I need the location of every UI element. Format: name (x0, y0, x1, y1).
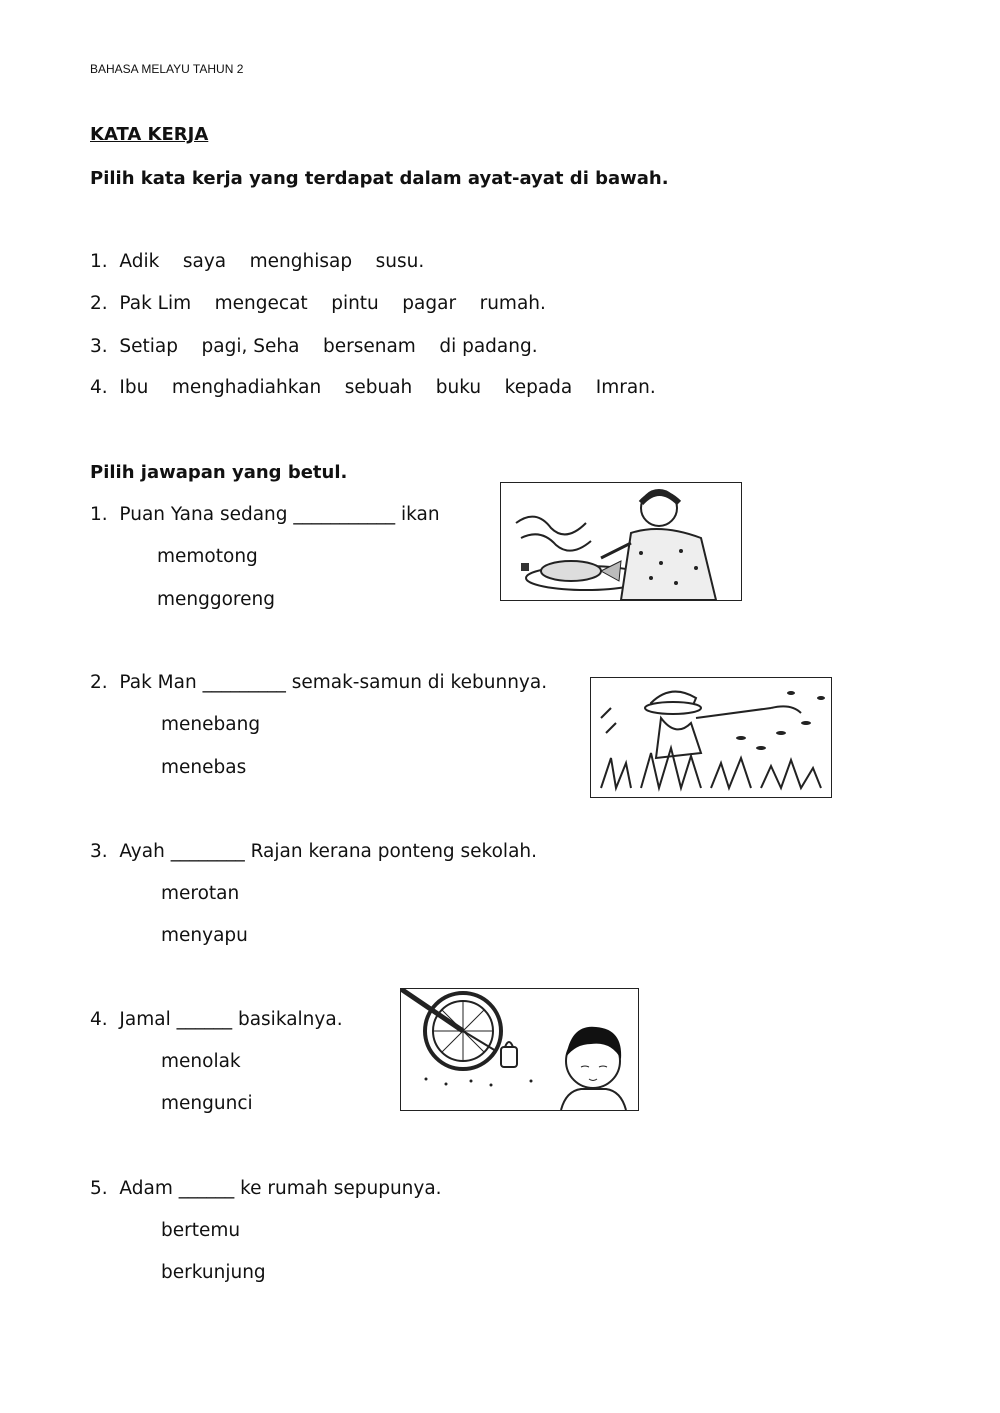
sentence-4: 4. Ibu menghadiahkan sebuah buku kepada Imran. (90, 377, 656, 398)
q5-option-2[interactable]: berkunjung (161, 1262, 266, 1283)
man-cutting-bushes-image (590, 677, 832, 798)
q3-option-2[interactable]: menyapu (161, 925, 248, 946)
woman-frying-fish-image (500, 482, 742, 601)
sentence-1: 1. Adik saya menghisap susu. (90, 251, 425, 272)
q1-option-1[interactable]: memotong (157, 546, 258, 567)
page-header: BAHASA MELAYU TAHUN 2 (90, 62, 244, 76)
q2-option-2[interactable]: menebas (161, 757, 247, 778)
worksheet-title: KATA KERJA (90, 124, 209, 145)
q2-option-1[interactable]: menebang (161, 714, 261, 735)
q3-option-1[interactable]: merotan (161, 883, 240, 904)
question-5: 5. Adam ______ ke rumah sepupunya. (90, 1178, 442, 1199)
question-1: 1. Puan Yana sedang ___________ ikan (90, 504, 440, 525)
q1-option-2[interactable]: menggoreng (157, 589, 275, 610)
boy-locking-bicycle-image (400, 988, 639, 1111)
question-4: 4. Jamal ______ basikalnya. (90, 1009, 343, 1030)
q4-option-2[interactable]: mengunci (161, 1093, 253, 1114)
section2-instruction: Pilih jawapan yang betul. (90, 462, 348, 483)
q4-option-1[interactable]: menolak (161, 1051, 241, 1072)
section1-instruction: Pilih kata kerja yang terdapat dalam ayat-ayat di bawah. (90, 168, 669, 189)
sentence-2: 2. Pak Lim mengecat pintu pagar rumah. (90, 293, 546, 314)
q5-option-1[interactable]: bertemu (161, 1220, 241, 1241)
question-2: 2. Pak Man _________ semak-samun di kebunnya. (90, 672, 548, 693)
question-3: 3. Ayah ________ Rajan kerana ponteng sekolah. (90, 841, 538, 862)
sentence-3: 3. Setiap pagi, Seha bersenam di padang. (90, 336, 538, 357)
